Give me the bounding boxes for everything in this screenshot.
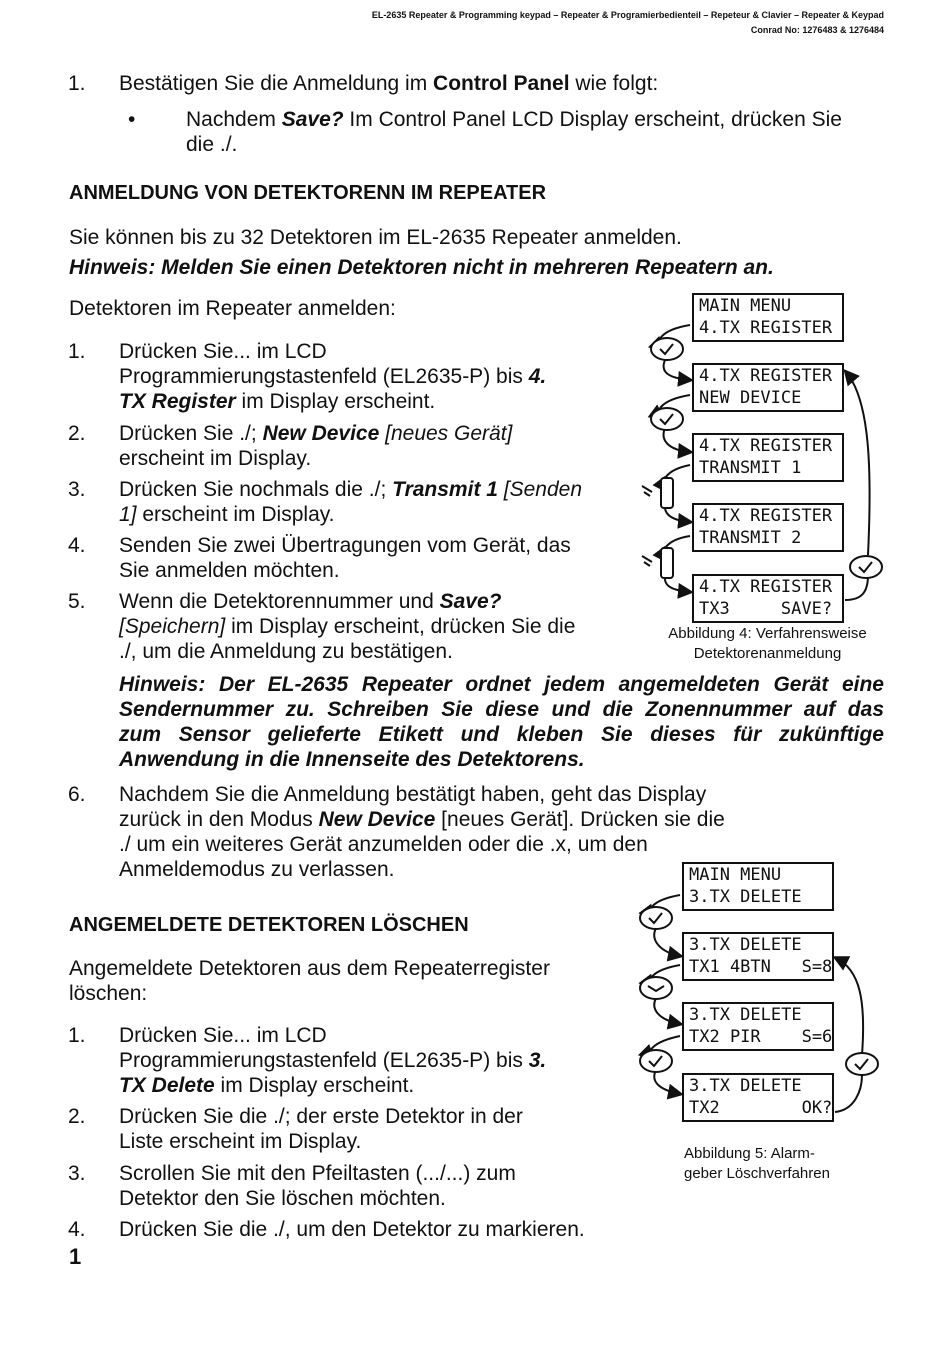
list-number: 1. <box>68 340 86 363</box>
list-number: 2. <box>68 422 86 445</box>
list-number: 3. <box>68 478 86 501</box>
step-text: Bestätigen Sie die Anmeldung im Control Panel wie folgt: <box>119 72 659 95</box>
list-number: 2. <box>68 1105 86 1128</box>
lcd-screen: 4.TX REGISTER TX3 SAVE? <box>692 574 844 623</box>
list-item: Senden Sie zwei Übertragungen vom Gerät, das Sie anmelden möchten. <box>119 534 571 582</box>
check-key-icon <box>651 338 683 360</box>
check-key-icon <box>846 1053 878 1075</box>
lcd-screen: 4.TX REGISTER NEW DEVICE <box>692 363 844 412</box>
list-item: Nachdem Sie die Anmeldung bestätigt haben, geht das Display zurück in den Modus New Device [neues Gerät]. Drücken sie die ./ um ein weiteres Gerät anzumelden oder die .x, um den Anmeldemodus zu verlassen. <box>119 783 725 881</box>
list-item: Drücken Sie die ./, um den Detektor zu markieren. <box>119 1218 585 1241</box>
check-key-icon <box>651 408 683 430</box>
transmitter-icon <box>661 478 673 508</box>
list-item: Drücken Sie... im LCD Programmierungstastenfeld (EL2635-P) bis 4. TX Register im Display erscheint. <box>119 340 547 413</box>
list-item: Drücken Sie die ./; der erste Detektor in der Liste erscheint im Display. <box>119 1105 523 1153</box>
list-number: 4. <box>68 1218 86 1241</box>
lcd-screen: 3.TX DELETE TX2 OK? <box>682 1073 834 1122</box>
step-number: 1. <box>68 72 86 95</box>
bullet-icon: • <box>128 108 136 131</box>
check-key-icon <box>850 556 882 578</box>
lcd-screen: 3.TX DELETE TX2 PIR S=6 <box>682 1002 834 1051</box>
list-number: 6. <box>68 783 86 806</box>
list-number: 5. <box>68 590 86 613</box>
hint-text: Hinweis: Melden Sie einen Detektoren nicht in mehreren Repeatern an. <box>69 256 774 279</box>
section-heading: ANMELDUNG VON DETEKTORENN IM REPEATER <box>69 182 547 204</box>
flow-arrow <box>664 428 690 452</box>
note-text: Hinweis: Der EL-2635 Repeater ordnet jedem angemeldeten Gerät eine Sendernummer zu. Schreiben Sie diese und die Zonennummer auf das zum Sensor gelieferte Etikett und kleben Sie dieses für zukünftige Anwendung in die Innenseite des Detektorens. <box>119 673 884 771</box>
return-arrow <box>835 1075 862 1112</box>
flow-arrow <box>654 1070 680 1094</box>
bullet-text: Nachdem Save? Im Control Panel LCD Display erscheint, drücken Sie die ./. <box>186 108 842 156</box>
list-number: 4. <box>68 534 86 557</box>
sub-heading: Detektoren im Repeater anmelden: <box>69 297 396 320</box>
page-number: 1 <box>69 1244 82 1269</box>
list-item: Drücken Sie ./; New Device [neues Gerät] erscheint im Display. <box>119 422 513 470</box>
scroll-key-icon <box>640 977 672 999</box>
list-item: Scrollen Sie mit den Pfeiltasten (.../...) zum Detektor den Sie löschen möchten. <box>119 1162 516 1210</box>
section-intro: Angemeldete Detektoren aus dem Repeaterregister löschen: <box>69 957 550 1005</box>
flow-arrow <box>654 998 680 1024</box>
figure-caption: Abbildung 5: Alarm- geber Löschverfahren <box>684 1145 830 1182</box>
lcd-screen: MAIN MENU 3.TX DELETE <box>682 862 834 911</box>
lcd-screen: 4.TX REGISTER TRANSMIT 1 <box>692 433 844 482</box>
list-item: Drücken Sie... im LCD Programmierungstastenfeld (EL2635-P) bis 3. TX Delete im Display erscheint. <box>119 1024 547 1097</box>
list-item: Wenn die Detektorennummer und Save? [Speichern] im Display erscheint, drücken Sie die ./, um die Anmeldung zu bestätigen. <box>119 590 576 663</box>
transmitter-icon <box>661 548 673 578</box>
section-heading: ANGEMELDETE DETEKTOREN LÖSCHEN <box>69 914 469 936</box>
return-arrow <box>846 372 870 555</box>
lcd-screen: MAIN MENU 4.TX REGISTER <box>692 293 844 342</box>
section-intro: Sie können bis zu 32 Detektoren im EL-2635 Repeater anmelden. <box>69 226 682 249</box>
header-article-number: Conrad No: 1276483 & 1276484 <box>750 25 884 35</box>
list-number: 3. <box>68 1162 86 1185</box>
return-arrow <box>836 958 863 1055</box>
check-key-icon <box>640 1050 672 1072</box>
header-title: EL-2635 Repeater & Programming keypad – Repeater & Programierbedienteil – Repeteur & Clavier – Repeater & Keypad <box>371 10 884 20</box>
list-item: Drücken Sie nochmals die ./; Transmit 1 [Senden 1] erscheint im Display. <box>119 478 583 526</box>
lcd-screen: 3.TX DELETE TX1 4BTN S=8 <box>682 932 834 981</box>
figure-caption: Abbildung 4: Verfahrensweise Detektorenanmeldung <box>668 625 867 662</box>
flow-arrow <box>664 360 690 380</box>
check-key-icon <box>640 907 672 929</box>
list-number: 1. <box>68 1024 86 1047</box>
lcd-screen: 4.TX REGISTER TRANSMIT 2 <box>692 503 844 552</box>
flow-arrow <box>654 928 680 956</box>
